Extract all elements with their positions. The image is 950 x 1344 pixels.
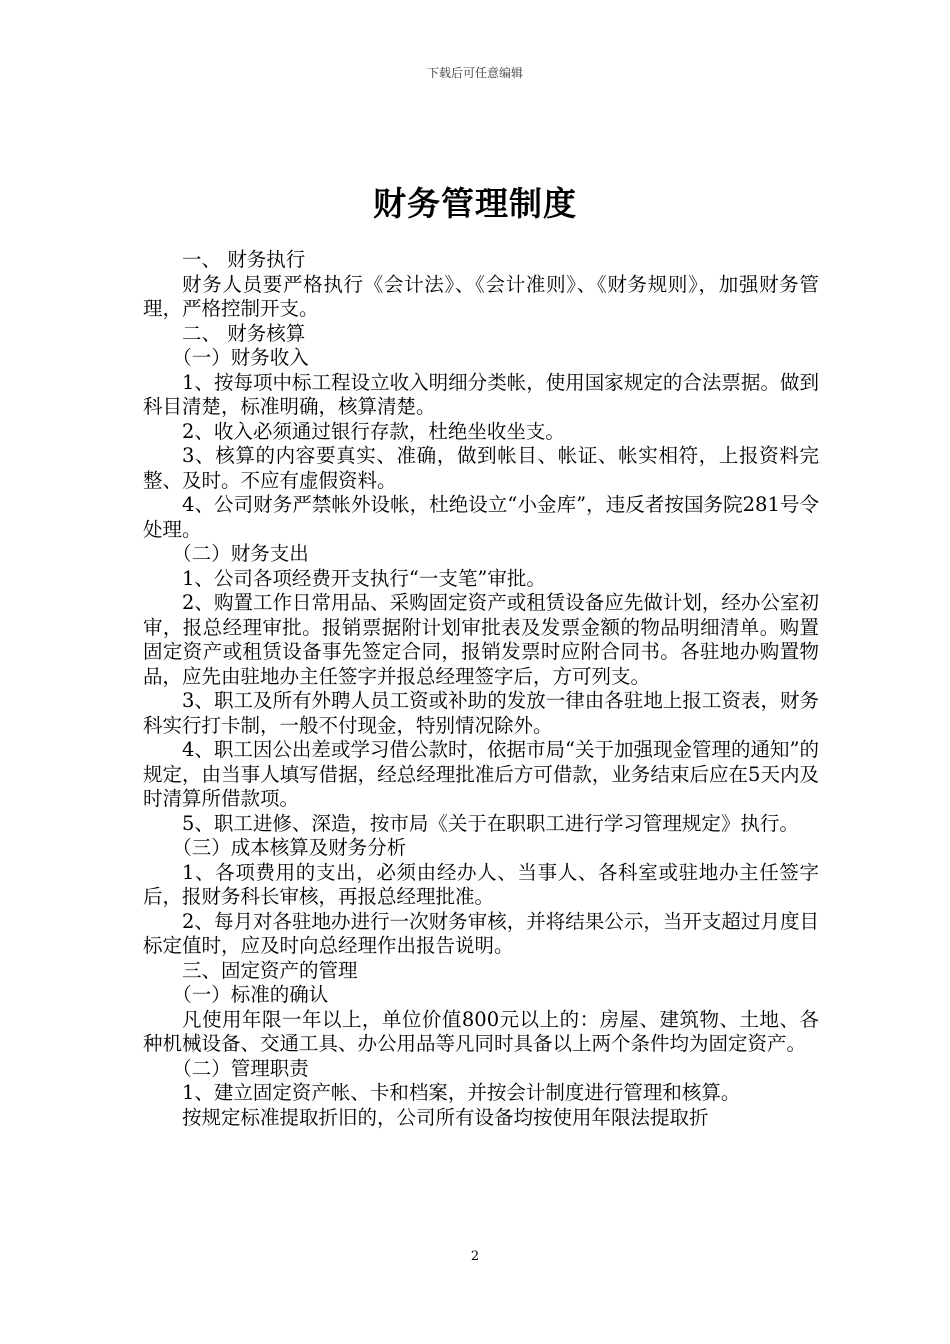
- paragraph: 2、每月对各驻地办进行一次财务审核，并将结果公示，当开支超过月度目标定值时，应及时向总经理作出报告说明。: [143, 909, 819, 957]
- paragraph: 1、公司各项经费开支执行“一支笔”审批。: [182, 566, 546, 590]
- paragraph: 按规定标准提取折旧的，公司所有设备均按使用年限法提取折: [182, 1105, 709, 1129]
- section-heading-1: 一、 财务执行: [182, 248, 306, 271]
- subsection-heading: （一）财务收入: [172, 346, 309, 369]
- paragraph: 1、建立固定资产帐、卡和档案，并按会计制度进行管理和核算。: [182, 1081, 741, 1104]
- paragraph: 5、职工进修、深造，按市局《关于在职职工进行学习管理规定》执行。: [182, 811, 799, 835]
- paragraph: 财务人员要严格执行《会计法》、《会计准则》、《财务规则》，加强财务管理，严格控制开支。: [143, 272, 819, 320]
- paragraph: 1、按每项中标工程设立收入明细分类帐，使用国家规定的合法票据。做到科目清楚，标准明确，核算清楚。: [143, 370, 819, 418]
- subsection-heading: （二）财务支出: [172, 542, 309, 565]
- page-header-note: 下载后可任意编辑: [426, 66, 523, 80]
- subsection-heading: （二）管理职责: [172, 1056, 309, 1080]
- paragraph: 2、购置工作日常用品、采购固定资产或租赁设备应先做计划，经办公室初审，报总经理审批。报销票据附计划审批表及发票金额的物品明细清单。购置固定资产或租赁设备事先签定合同，报销发票时应附合同书。各驻地办购置物品，应先由驻地办主任签字并报总经理签字后，方可列支。: [143, 591, 819, 688]
- paragraph: 凡使用年限一年以上，单位价值800元以上的：房屋、建筑物、土地、各种机械设备、交通工具、办公用品等凡同时具备以上两个条件均为固定资产。: [143, 1007, 819, 1055]
- document-body: [143, 248, 819, 1130]
- subsection-heading: （三）成本核算及财务分析: [172, 836, 407, 859]
- paragraph: 3、职工及所有外聘人员工资或补助的发放一律由各驻地上报工资表，财务科实行打卡制，一般不付现金，特别情况除外。: [143, 689, 819, 737]
- paragraph: 1、各项费用的支出，必须由经办人、当事人、各科室或驻地办主任签字后，报财务科长审核，再报总经理批准。: [143, 860, 819, 908]
- paragraph: 2、收入必须通过银行存款，杜绝坐收坐支。: [182, 419, 565, 443]
- subsection-heading: （一）标准的确认: [172, 983, 329, 1006]
- section-heading-3: 三、固定资产的管理: [182, 958, 358, 982]
- paragraph: 4、公司财务严禁帐外设帐，杜绝设立“小金库”，违反者按国务院281号令处理。: [143, 493, 819, 541]
- paragraph: 4、职工因公出差或学习借公款时，依据市局“关于加强现金管理的通知”的规定，由当事人填写借据，经总经理批准后方可借款，业务结束后应在5天内及时清算所借款项。: [143, 738, 819, 810]
- page-number: 2: [470, 1249, 480, 1264]
- document-title: 财务管理制度: [373, 184, 577, 223]
- section-heading-2: 二、 财务核算: [182, 321, 306, 345]
- paragraph: 3、核算的内容要真实、准确，做到帐目、帐证、帐实相符，上报资料完整、及时。不应有虚假资料。: [143, 444, 819, 492]
